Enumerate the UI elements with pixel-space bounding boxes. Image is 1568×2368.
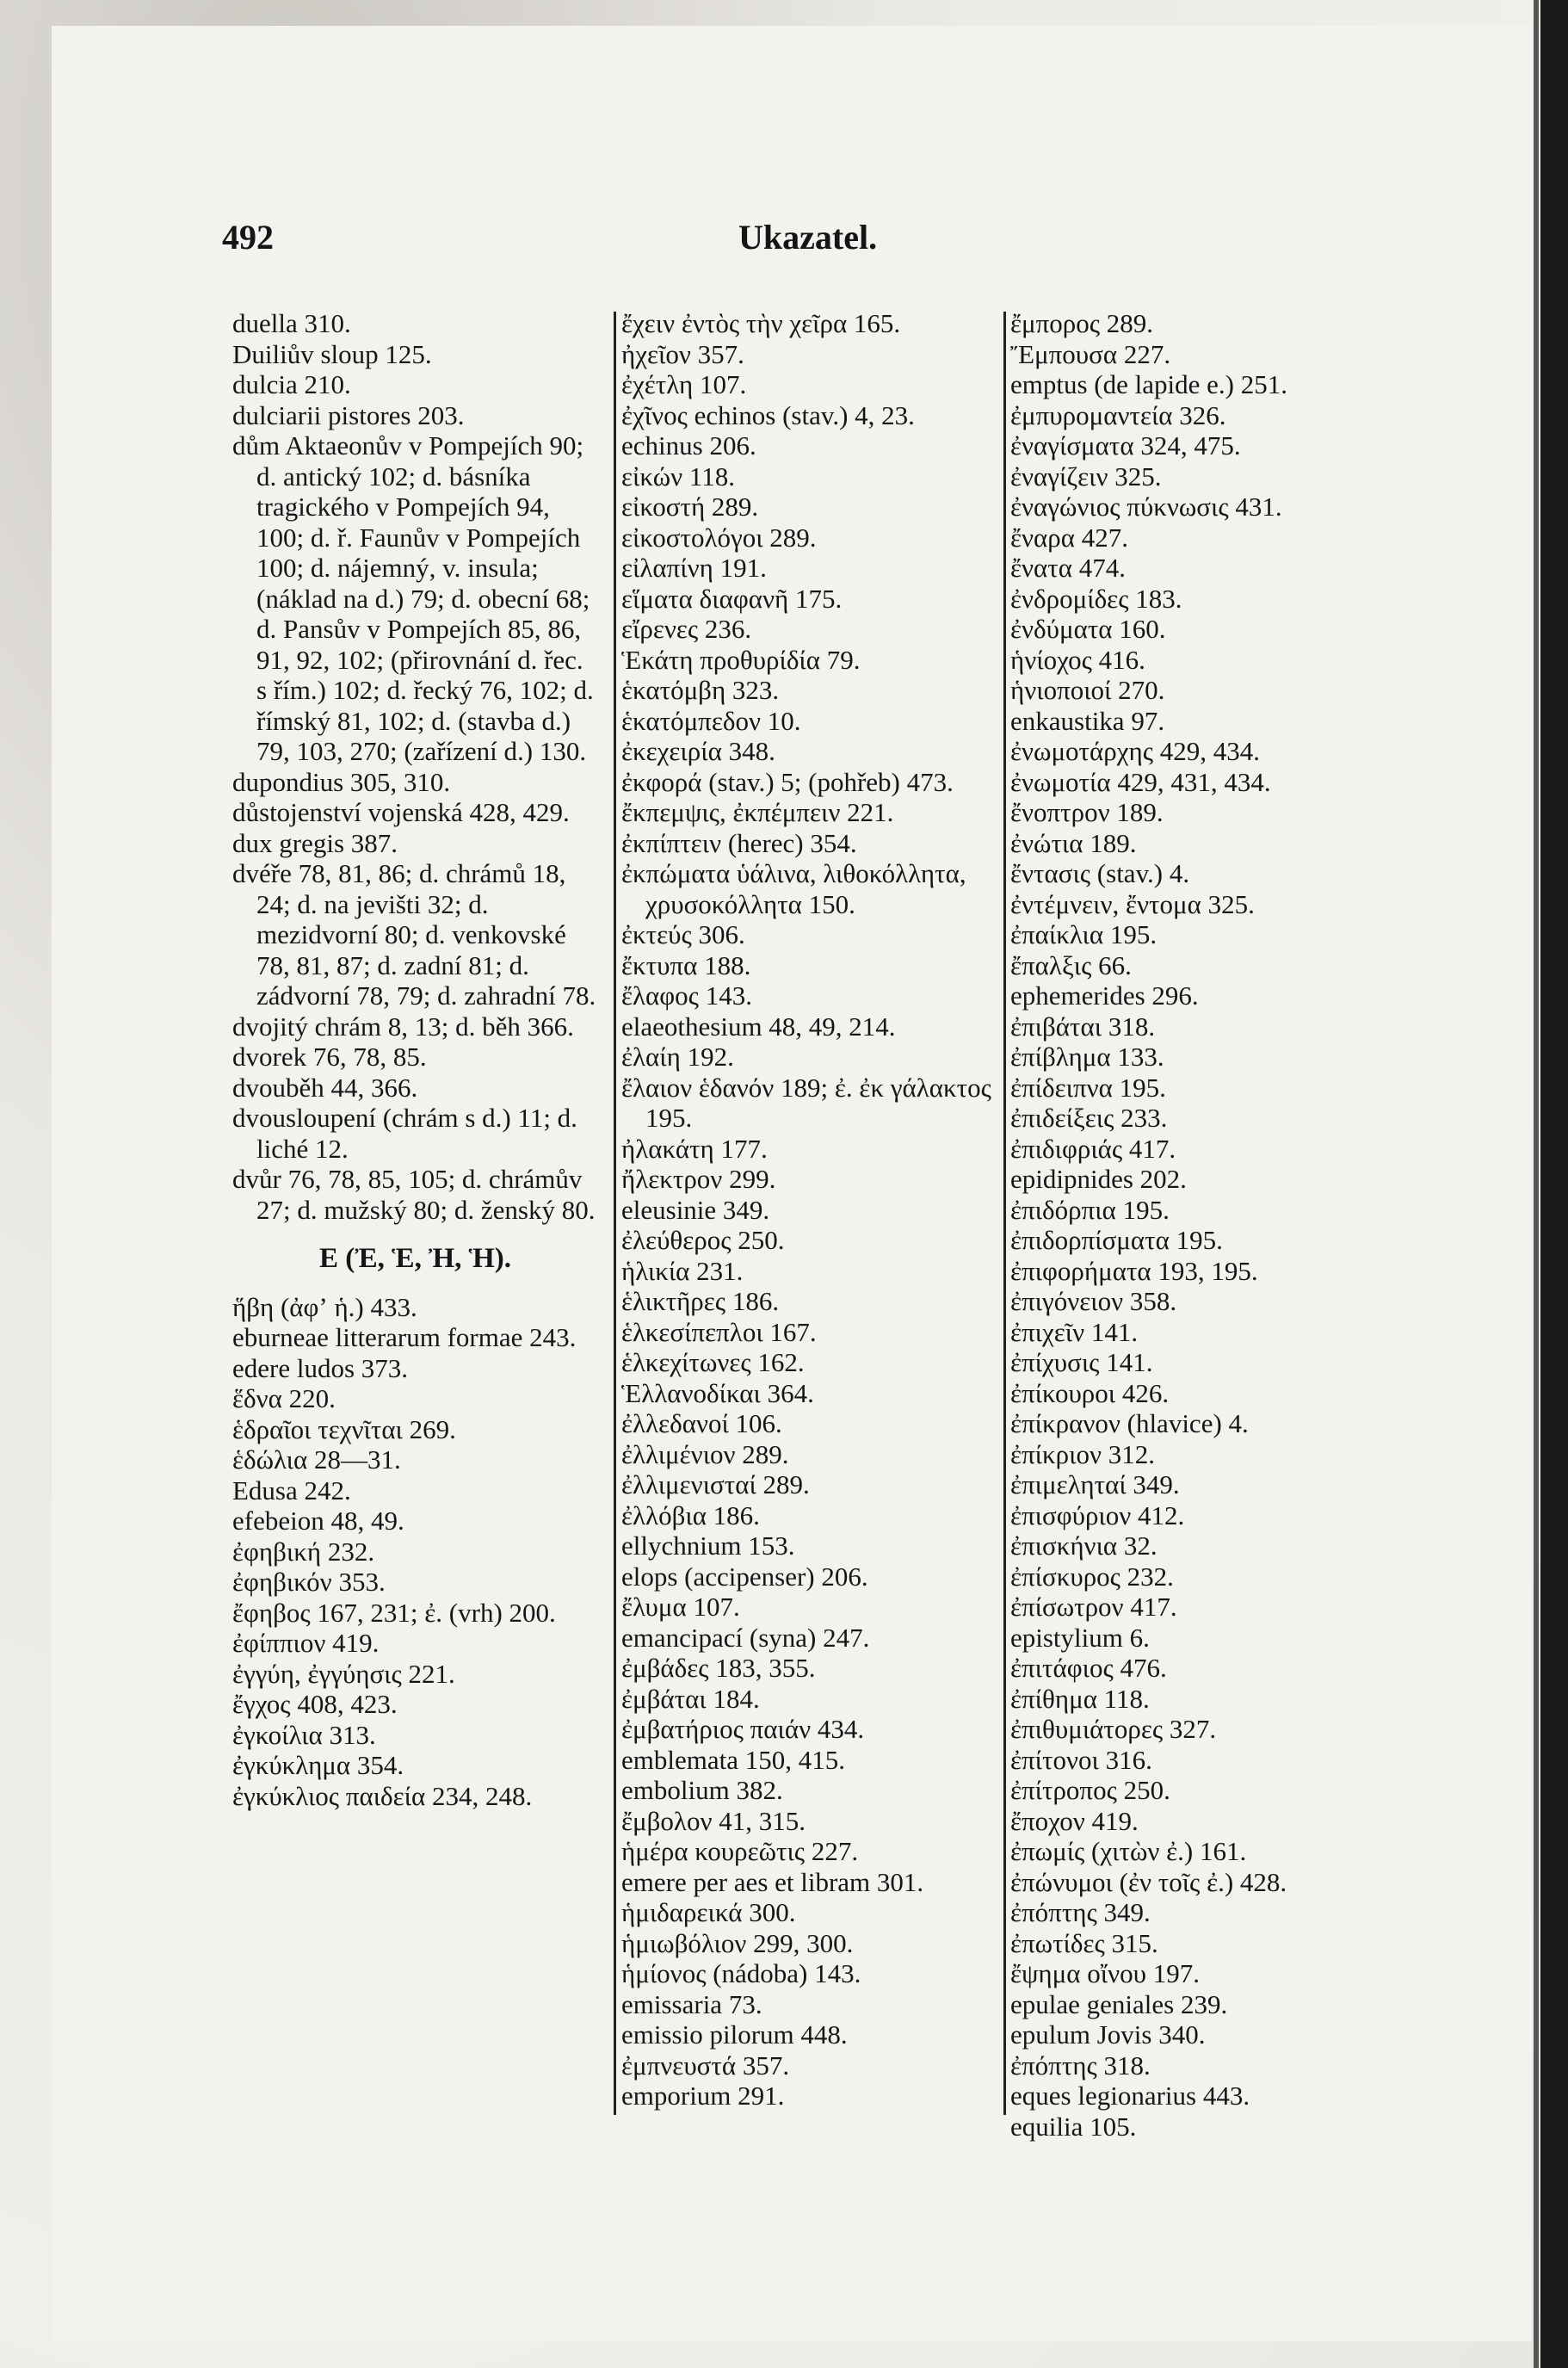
index-entry: εἵματα διαφανῆ 175. <box>621 583 843 614</box>
index-entry: ἡνίοχος 416. <box>1010 644 1145 675</box>
index-entry: ἐκπίπτειν (herec) 354. <box>621 827 857 858</box>
index-entry: ellychnium 153. <box>621 1530 795 1561</box>
index-entry: ἐνώτια 189. <box>1010 827 1137 858</box>
index-entry: equilia 105. <box>1010 2111 1137 2142</box>
index-entry: dvojitý chrám 8, 13; d. běh 366. <box>232 1011 574 1042</box>
index-entry: ἔλαιον ἑδανόν 189; ἐ. ἐκ γάλακτος 195. <box>621 1072 991 1133</box>
index-entry: εἰκοστή 289. <box>621 492 759 522</box>
index-entry: ἡμίονος (nádoba) 143. <box>621 1958 861 1988</box>
index-entry: ἔφηβος 167, 231; ἐ. (vrh) 200. <box>232 1597 556 1628</box>
page-edge-shadow <box>1534 0 1539 2368</box>
index-entry: ἔψημα οἴνου 197. <box>1010 1958 1200 1988</box>
book-edge <box>1540 0 1568 2368</box>
index-entry: ἐπίδειπνα 195. <box>1010 1072 1166 1103</box>
index-entry: duella 310. <box>232 308 351 338</box>
index-entry: ἑδώλια 28—31. <box>232 1444 401 1475</box>
index-entry: ἐλεύθερος 250. <box>621 1225 785 1255</box>
index-entry: ἡνιοποιοί 270. <box>1010 675 1165 705</box>
index-entry: ἔναρα 427. <box>1010 522 1128 553</box>
index-entry: ἐπιδείξεις 233. <box>1010 1103 1168 1133</box>
index-entry: ἑλκεχίτωνες 162. <box>621 1347 805 1377</box>
index-entry: dulciarii pistores 203. <box>232 399 465 430</box>
index-entry: ἐγκύκλημα 354. <box>232 1750 404 1780</box>
index-entry: ἐπωμίς (χιτὼν ἐ.) 161. <box>1010 1836 1247 1866</box>
index-entry: ἐπιδιφριάς 417. <box>1010 1133 1176 1164</box>
index-entry: ἐκφορά (stav.) 5; (pohřeb) 473. <box>621 766 954 797</box>
index-entry: ἔντασις (stav.) 4. <box>1010 858 1190 888</box>
index-entry: ἡμιδαρεικά 300. <box>621 1897 796 1927</box>
index-entry: ἐντέμνειν, ἔντομα 325. <box>1010 888 1255 919</box>
index-entry: ἐπίχυσις 141. <box>1010 1347 1153 1377</box>
index-entry: ἐνδρομίδες 183. <box>1010 583 1182 614</box>
index-entry: ἐπισκήνια 32. <box>1010 1530 1157 1561</box>
index-entry: dům Aktaeonův v Pompejích 90; d. antický 102; d. básníka tragického v Pompejích 94, 100; d. ř. Faunův v Pompejích 100; d. nájemný, v. insula; (náklad na d.) 79; d. obecní 68; d. Pansův v Pompejích 85, 86, 91, 92, 102; (přirovnání d. řec. s řím.) 102; d. řecký 76, 102; d. římský 81, 102; d. (stavba d.) 79, 103, 270; (zařízení d.) 130. <box>232 430 594 766</box>
index-entry: ἔμπορος 289. <box>1010 308 1154 338</box>
index-entry: ἐπωτίδες 315. <box>1010 1927 1158 1958</box>
index-entry: epidipnides 202. <box>1010 1164 1187 1194</box>
index-entry: ἐπόπτης 349. <box>1010 1897 1151 1927</box>
index-entry: ἐναγίσματα 324, 475. <box>1010 430 1241 461</box>
index-entry: eleusinie 349. <box>621 1194 770 1225</box>
index-entry: ἑκατόμβη 323. <box>621 675 780 705</box>
index-entry: ἐπιμεληταί 349. <box>1010 1469 1180 1499</box>
index-entry: ἐνωμοτάρχης 429, 434. <box>1010 736 1260 766</box>
index-entry: ἡμιωβόλιον 299, 300. <box>621 1927 854 1958</box>
index-entry: efebeion 48, 49. <box>232 1506 404 1536</box>
index-entry: εἰκοστολόγοι 289. <box>621 522 817 553</box>
index-entry: elaeothesium 48, 49, 214. <box>621 1011 896 1042</box>
index-entry: elops (accipenser) 206. <box>621 1561 868 1592</box>
index-entry: ἠλακάτη 177. <box>621 1133 768 1164</box>
index-entry: ἐπαίκλια 195. <box>1010 919 1157 949</box>
index-entry: ἐκεχειρία 348. <box>621 736 775 766</box>
index-entry: ἐλλεδανοί 106. <box>621 1408 782 1438</box>
index-entry: ephemerides 296. <box>1010 980 1199 1011</box>
index-entry: dux gregis 387. <box>232 827 398 858</box>
index-entry: ἐμπυρομαντεία 326. <box>1010 399 1226 430</box>
index-entry: ἐπισφύριον 412. <box>1010 1499 1185 1530</box>
index-entry: ἐνδύματα 160. <box>1010 614 1166 644</box>
page-number: 492 <box>222 218 274 257</box>
index-entry: Duiliův sloup 125. <box>232 338 432 369</box>
index-entry: dvéře 78, 81, 86; d. chrámů 18, 24; d. na jevišti 32; d. mezidvorní 80; d. venkovské 78, 81, 87; d. zadní 81; d. zádvorní 78, 79; d. zahradní 78. <box>232 858 596 1011</box>
index-entry: ἐναγώνιος πύκνωσις 431. <box>1010 492 1282 522</box>
index-entry: ἐπόπτης 318. <box>1010 2050 1151 2081</box>
index-entry: dupondius 305, 310. <box>232 766 451 797</box>
index-entry: epistylium 6. <box>1010 1622 1150 1653</box>
index-entry: emere per aes et libram 301. <box>621 1866 924 1897</box>
index-entry: echinus 206. <box>621 430 756 461</box>
index-entry: ἐπιτάφιος 476. <box>1010 1653 1167 1683</box>
index-entry: ἡλικία 231. <box>621 1255 744 1286</box>
index-entry: ἔχειν ἐντὸς τὴν χεῖρα 165. <box>621 308 901 338</box>
index-entry: ἐπίτονοι 316. <box>1010 1744 1152 1775</box>
index-entry: emissio pilorum 448. <box>621 2019 848 2050</box>
index-entry: Ἔμπουσα 227. <box>1010 338 1171 369</box>
index-entry: ἐμβάδες 183, 355. <box>621 1653 816 1683</box>
index-entry: ἐπίθημα 118. <box>1010 1683 1150 1714</box>
index-entry: ἥβη (ἀφʼ ἡ.) 433. <box>232 1291 417 1322</box>
index-column-3 <box>1010 308 1389 2142</box>
index-entry: ἐγκύκλιος παιδεία 234, 248. <box>232 1780 533 1811</box>
index-entry: ἐφηβική 232. <box>232 1536 375 1567</box>
index-entry: eburneae litterarum formae 243. <box>232 1322 577 1352</box>
index-entry: ἑλικτῆρες 186. <box>621 1286 780 1316</box>
index-entry: ἐπώνυμοι (ἐν τοῖς ἐ.) 428. <box>1010 1866 1287 1897</box>
index-entry: epulae geniales 239. <box>1010 1988 1228 2019</box>
index-entry: ἐκπώματα ὑάλινα, λιθοκόλλητα, χρυσοκόλλητα 150. <box>621 858 966 919</box>
index-entry: dvouběh 44, 366. <box>232 1072 418 1103</box>
index-entry: ἐπίκριον 312. <box>1010 1438 1155 1469</box>
index-entry: ἠχεῖον 357. <box>621 338 744 369</box>
index-entry: ἐπίβλημα 133. <box>1010 1042 1164 1072</box>
index-entry: emporium 291. <box>621 2081 785 2111</box>
index-entry: emissaria 73. <box>621 1988 762 2019</box>
index-entry: dvorek 76, 78, 85. <box>232 1042 427 1072</box>
index-entry: emptus (de lapide e.) 251. <box>1010 369 1287 399</box>
index-entry: ἐλαίη 192. <box>621 1042 734 1072</box>
index-entry: ἐναγίζειν 325. <box>1010 461 1162 492</box>
index-entry: ἐπιχεῖν 141. <box>1010 1316 1139 1347</box>
index-entry: ἔνατα 474. <box>1010 553 1126 583</box>
index-entry: ἐπίσωτρον 417. <box>1010 1592 1177 1622</box>
index-entry: εἰλαπίνη 191. <box>621 553 767 583</box>
index-entry: ἔλυμα 107. <box>621 1592 740 1622</box>
index-entry: ἐγκοίλια 313. <box>232 1719 376 1750</box>
index-entry: ἐλλιμένιον 289. <box>621 1438 789 1469</box>
index-entry: ἐφηβικόν 353. <box>232 1567 386 1597</box>
index-entry: ἐπιγόνειον 358. <box>1010 1286 1177 1316</box>
index-entry: εἴρενες 236. <box>621 614 752 644</box>
index-entry: ἐπίτροπος 250. <box>1010 1775 1170 1805</box>
index-entry: ἤλεκτρον 299. <box>621 1164 776 1194</box>
index-entry: dvousloupení (chrám s d.) 11; d. liché 12. <box>232 1103 577 1164</box>
index-entry: ἔπαλξις 66. <box>1010 949 1132 980</box>
index-entry: ἔνοπτρον 189. <box>1010 797 1164 827</box>
index-entry: ἐλλόβια 186. <box>621 1499 760 1530</box>
index-entry: edere ludos 373. <box>232 1352 409 1383</box>
index-entry: emancipací (syna) 247. <box>621 1622 870 1653</box>
index-entry: enkaustika 97. <box>1010 705 1165 736</box>
index-entry: důstojenství vojenská 428, 429. <box>232 797 570 827</box>
index-entry: εἰκών 118. <box>621 461 735 492</box>
index-entry: ἐπιθυμιάτορες 327. <box>1010 1714 1217 1744</box>
section-heading: E (Ἐ, Ἑ, Ἠ, Ἡ). <box>318 1243 512 1274</box>
index-entry: Ἑλλανοδίκαι 364. <box>621 1377 814 1408</box>
index-entry: ἡμέρα κουρεῶτις 227. <box>621 1836 859 1866</box>
index-entry: eques legionarius 443. <box>1010 2081 1250 2111</box>
index-entry: ἐχέτλη 107. <box>621 369 747 399</box>
index-entry: ἔκτυπα 188. <box>621 949 751 980</box>
index-entry: ἐγγύη, ἐγγύησις 221. <box>232 1658 455 1689</box>
index-entry: ἔμβολον 41, 315. <box>621 1805 806 1836</box>
index-entry: ἔκπεμψις, ἐκπέμπειν 221. <box>621 797 894 827</box>
index-entry: ἔποχον 419. <box>1010 1805 1139 1836</box>
index-entry: epulum Jovis 340. <box>1010 2019 1206 2050</box>
index-entry: ἐλλιμενισταί 289. <box>621 1469 810 1499</box>
index-entry: ἐπιφορήματα 193, 195. <box>1010 1255 1258 1286</box>
index-entry: ἑκατόμπεδον 10. <box>621 705 801 736</box>
index-entry: dvůr 76, 78, 85, 105; d. chrámův 27; d. mužský 80; d. ženský 80. <box>232 1164 596 1225</box>
index-entry: dulcia 210. <box>232 369 351 399</box>
index-entry: Edusa 242. <box>232 1475 351 1506</box>
column-divider <box>614 312 616 2115</box>
index-entry: ἐνωμοτία 429, 431, 434. <box>1010 766 1271 797</box>
index-entry: ἐκτεύς 306. <box>621 919 745 949</box>
page-header <box>0 217 1568 269</box>
index-entry: ἐμπνευστά 357. <box>621 2050 790 2081</box>
index-column-2 <box>621 308 1000 2111</box>
column-divider <box>1003 312 1006 2115</box>
index-entry: ἐπίκρανον (hlavice) 4. <box>1010 1408 1249 1438</box>
index-entry: ἑλκεσίπεπλοι 167. <box>621 1316 817 1347</box>
running-title: Ukazatel. <box>738 218 878 257</box>
index-entry: ἐχῖνος echinos (stav.) 4, 23. <box>621 399 915 430</box>
index-entry: ἔλαφος 143. <box>621 980 752 1011</box>
index-entry: ἐπίκουροι 426. <box>1010 1377 1170 1408</box>
index-entry: ἕδνα 220. <box>232 1383 336 1413</box>
index-entry: ἐμβάται 184. <box>621 1683 760 1714</box>
index-entry: ἑδραῖοι τεχνῖται 269. <box>232 1413 456 1444</box>
index-entry: ἐπιβάται 318. <box>1010 1011 1156 1042</box>
index-entry: ἔγχος 408, 423. <box>232 1689 398 1719</box>
index-entry: ἐπίσκυρος 232. <box>1010 1561 1174 1592</box>
index-entry: embolium 382. <box>621 1775 783 1805</box>
index-column-1 <box>232 308 598 1811</box>
index-entry: ἐφίππιον 419. <box>232 1628 380 1658</box>
index-entry: Ἑκάτη προθυρίδία 79. <box>621 644 861 675</box>
index-entry: ἐπιδορπίσματα 195. <box>1010 1225 1223 1255</box>
index-entry: emblemata 150, 415. <box>621 1744 845 1775</box>
index-entry: ἐπιδόρπια 195. <box>1010 1194 1170 1225</box>
index-entry: ἐμβατήριος παιάν 434. <box>621 1714 865 1744</box>
